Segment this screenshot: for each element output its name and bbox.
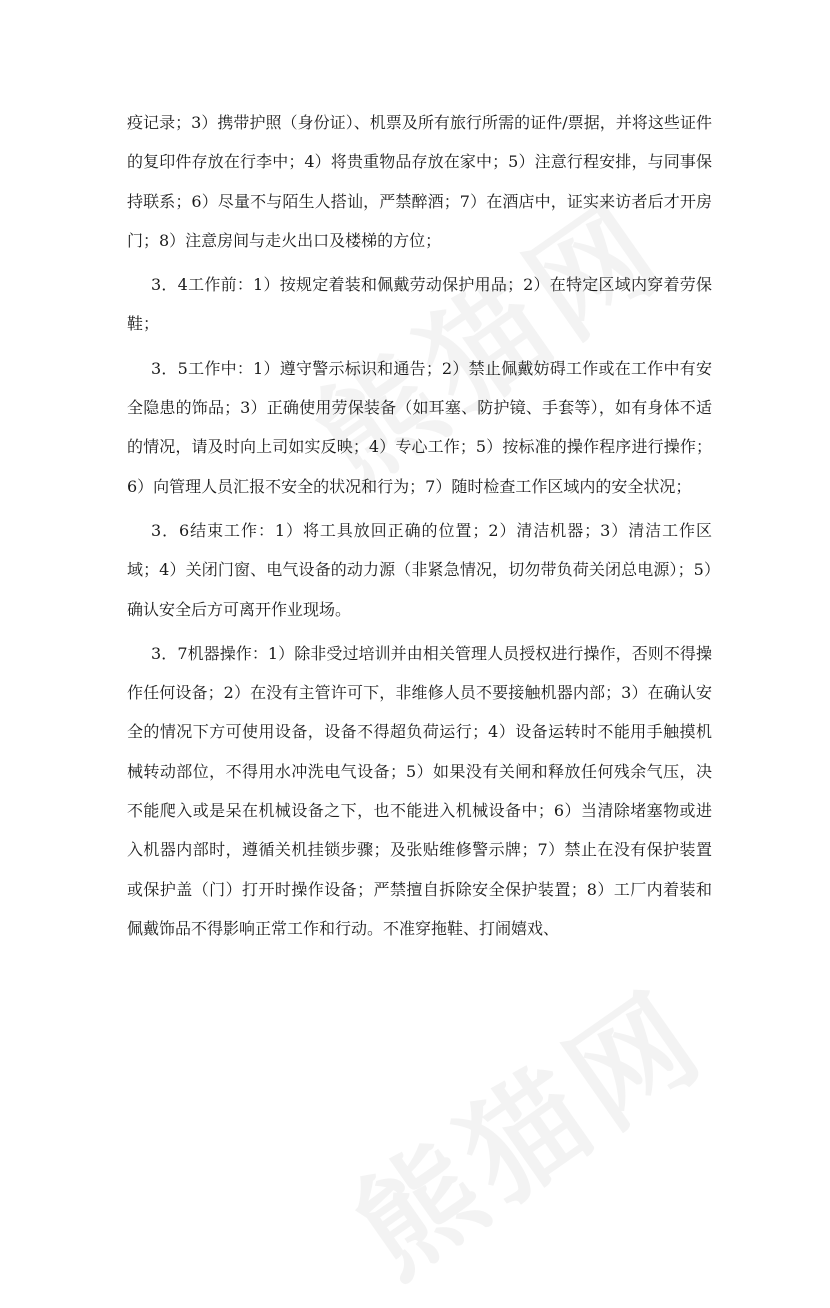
- paragraph-3-5-during-work: 3．5工作中：1）遵守警示标识和通告；2）禁止佩戴妨碍工作或在工作中有安全隐患的饰品；3）正确使用劳保装备（如耳塞、防护镜、手套等），如有身体不适的情况，请及时向上司如实反映；4）专心工作；5）按标准的操作程序进行操作；6）向管理人员汇报不安全的状况和行为；7）随时检查工作区域内的安全状况；: [127, 358, 712, 496]
- paragraph-3-4-before-work: 3．4工作前：1）按规定着装和佩戴劳动保护用品；2）在特定区域内穿着劳保鞋；: [127, 275, 712, 334]
- watermark: [316, 944, 734, 1308]
- paragraph-3-7-machine-operation: 3．7机器操作：1）除非受过培训并由相关管理人员授权进行操作，否则不得操作任何设备；2）在没有主管许可下，非维修人员不要接触机器内部；3）在确认安全的情况下方可使用设备，设备不得超负荷运行；4）设备运转时不能用手触摸机械转动部位，不得用水冲洗电气设备；5）如果没有关闸和释放任何残余气压，决不能爬入或是呆在机械设备之下，也不能进入机械设备中；6）当清除堵塞物或进入机器内部时，遵循关机挂锁步骤；及张贴维修警示牌；7）禁止在没有保护装置或保护盖（门）打开时操作设备；严禁擅自拆除安全保护装置；8）工厂内着装和佩戴饰品不得影响正常工作和行动。不准穿拖鞋、打闹嬉戏、: [127, 643, 712, 938]
- document-body: [127, 103, 712, 953]
- paragraph-3-6-end-work: 3．6结束工作：1）将工具放回正确的位置；2）清洁机器；3）清洁工作区域；4）关闭门窗、电气设备的动力源（非紧急情况，切勿带负荷关闭总电源）；5）确认安全后方可离开作业现场。: [127, 520, 712, 619]
- paragraph-continuation: 疫记录；3）携带护照（身份证）、机票及所有旅行所需的证件/票据，并将这些证件的复印件存放在行李中；4）将贵重物品存放在家中；5）注意行程安排，与同事保持联系；6）尽量不与陌生人搭讪，严禁醉酒；7）在酒店中，证实来访者后才开房门；8）注意房间与走火出口及楼梯的方位；: [127, 113, 712, 250]
